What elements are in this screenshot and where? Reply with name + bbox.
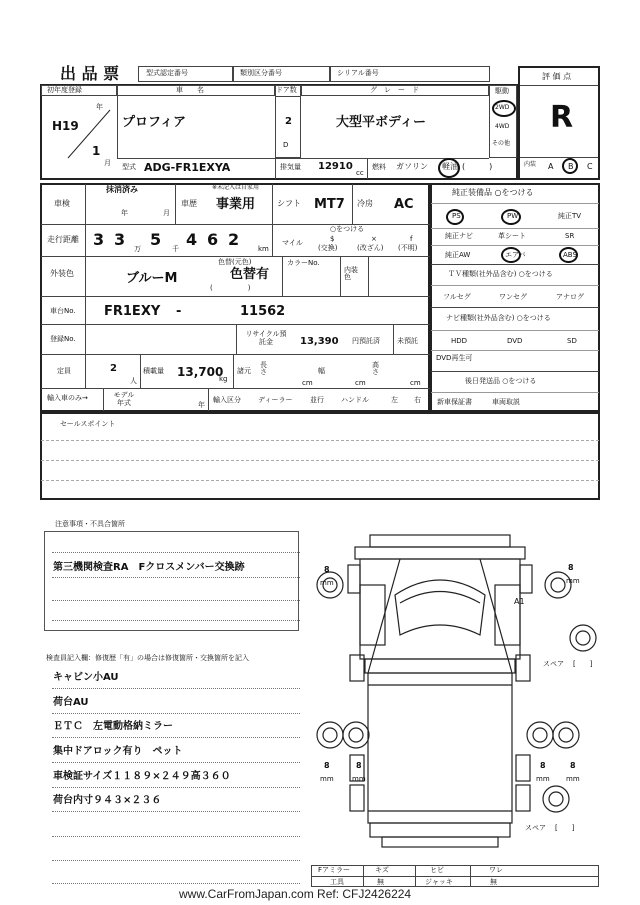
import-dealer: ディーラー xyxy=(258,396,293,404)
fuel-paren: ( ) xyxy=(462,162,493,171)
grade-value: 大型平ボディー xyxy=(336,115,426,130)
cc-unit: cc xyxy=(356,169,364,177)
tire-rear-left-1: 8 xyxy=(324,761,330,770)
spare-2-bracket: [ ] xyxy=(555,824,575,832)
inspector-item-3: ＥＴＣ 左電動格納ミラー xyxy=(53,721,173,732)
tire-rear-right-2: 8 xyxy=(570,761,576,770)
import-label: 輸入車のみ→ xyxy=(47,394,88,402)
ac-value: AC xyxy=(394,197,414,212)
mileage-tampered: (改ざん) xyxy=(357,244,384,252)
vehicle-manual: 車両取説 xyxy=(492,398,520,406)
handle-label: ハンドル xyxy=(341,396,369,404)
mileage-man: 万 xyxy=(134,245,141,253)
navi-type-title: ナビ種類(社外品含む) ○をつける xyxy=(446,314,551,322)
equip-aw: 純正AW xyxy=(445,251,471,259)
mileage-circle-note: ○をつける xyxy=(330,225,365,233)
inspection-label: 車検 xyxy=(54,199,70,208)
mileage-exchange: (交換) xyxy=(318,244,338,252)
sales-point-label: セールスポイント xyxy=(60,420,116,428)
inspection-value: 抹消済み xyxy=(106,185,138,194)
spare-2-label: スペア xyxy=(525,824,546,832)
length-label: 長さ xyxy=(260,361,267,376)
sales-point-box xyxy=(40,412,600,500)
import-category-label: 輸入区分 xyxy=(213,396,241,404)
aftermarket-title: 後日発送品 ○をつける xyxy=(465,377,537,385)
tire-rear-left-2-mm: mm xyxy=(352,775,366,783)
interior-b-circle xyxy=(562,158,578,174)
fuel-light-oil-circle xyxy=(438,158,460,178)
load-value: 13,700 xyxy=(177,365,224,379)
first-reg-year-unit: 年 xyxy=(96,103,103,111)
inspector-item-5: 車検証サイズ１１８９×２４９高３６０ xyxy=(53,771,231,782)
mileage-sym-1: $ xyxy=(330,235,335,243)
notes-line-1: 第三機関検査RA Fクロスメンバー交換跡 xyxy=(53,562,245,573)
history-label: 車歴 xyxy=(181,199,197,208)
history-note: ※未記入は自家用 xyxy=(212,184,260,191)
equip-airbag-circle xyxy=(501,247,521,263)
mileage-digit-4: 4 xyxy=(186,230,198,249)
form-title: 出 品 票 xyxy=(60,64,120,83)
tire-front-right: 8 xyxy=(568,563,574,572)
first-reg-month-unit: 月 xyxy=(104,159,111,167)
height-unit: cm xyxy=(410,379,421,387)
equip-navi: 純正ナビ xyxy=(445,232,473,240)
drive-4wd: 4WD xyxy=(495,123,510,130)
navi-dvd: DVD xyxy=(507,337,523,345)
mileage-digit-6: 2 xyxy=(228,230,240,249)
mileage-digit-5: 6 xyxy=(207,230,219,249)
warranty-book: 新車保証書 xyxy=(437,398,472,406)
inspector-item-1: キャビン小AU xyxy=(53,672,119,683)
equip-abs: ABS xyxy=(563,251,577,259)
legend-dent: Fアミラー xyxy=(318,866,351,874)
legend-tool-value: 無 xyxy=(377,878,384,886)
grade-label: グ レ ー ド xyxy=(370,86,419,94)
legend-jack-value: 無 xyxy=(490,878,497,886)
load-unit: kg xyxy=(219,375,228,383)
legend-break: ワレ xyxy=(489,866,503,874)
dims-label: 諸元 xyxy=(237,367,251,375)
fuel-light-oil: 軽油 xyxy=(442,162,458,171)
tire-rear-right-1-mm: mm xyxy=(536,775,550,783)
tv-oneseg: ワンセグ xyxy=(499,293,527,301)
tv-analog: アナログ xyxy=(556,293,584,301)
tire-front-left-mm: mm xyxy=(320,579,334,587)
mileage-digit-3: 5 xyxy=(150,230,162,249)
color-label: 外装色 xyxy=(50,269,74,278)
handle-right: 右 xyxy=(414,396,421,404)
evaluation-box xyxy=(518,66,600,180)
type-class-cell xyxy=(233,66,330,82)
width-unit: cm xyxy=(355,379,366,387)
color-change-paren: ( ) xyxy=(210,284,251,292)
mileage-sym-3: f xyxy=(410,235,413,243)
equip-title: 純正装備品 ○をつける xyxy=(452,188,534,197)
first-reg-label: 初年度登録 xyxy=(47,86,82,94)
seats-value: 2 xyxy=(110,363,117,374)
mileage-mile: マイル xyxy=(282,239,303,247)
name-label: 車 名 xyxy=(176,86,204,94)
model-year-unit: 年 xyxy=(198,401,205,409)
drive-2wd: 2WD xyxy=(495,104,510,111)
model-label: 型式 xyxy=(122,163,136,171)
notes-title: 注意事項・不具合箇所 xyxy=(55,520,125,528)
inspector-item-6: 荷台内寸９４３×２３６ xyxy=(53,795,162,806)
inspector-title: 検査員記入欄：修復歴「有」の場合は修復箇所・交換箇所を記入 xyxy=(46,654,249,662)
mileage-digit-2: 3 xyxy=(114,230,126,249)
equip-pw-circle xyxy=(501,209,521,225)
mileage-km: km xyxy=(258,245,269,253)
interior-b: B xyxy=(568,162,574,171)
chassis-label: 車台No. xyxy=(50,307,76,315)
color-change-value: 色替有 xyxy=(230,267,270,282)
mileage-label: 走行距離 xyxy=(47,235,79,244)
drive-label: 駆動 xyxy=(495,87,509,95)
model-year-label: モデル年式 xyxy=(113,391,135,408)
fuel-gasoline: ガソリン xyxy=(396,162,428,171)
tire-rear-left-1-mm: mm xyxy=(320,775,334,783)
registration-label: 登録No. xyxy=(50,335,76,343)
seats-label: 定員 xyxy=(57,367,71,375)
doors-label: ドア数 xyxy=(276,86,297,94)
cc-label: 排気量 xyxy=(280,163,301,171)
width-label: 幅 xyxy=(318,367,325,375)
tv-type-title: ＴＶ種類(社外品含む) ○をつける xyxy=(448,270,553,278)
model-cert-label: 型式認定番号 xyxy=(146,69,188,77)
color-no-label: カラーNo. xyxy=(287,259,320,267)
footer-watermark: www.CarFromJapan.com Ref: CFJ2426224 xyxy=(179,887,412,901)
equip-ps: PS xyxy=(452,212,461,220)
length-unit: cm xyxy=(302,379,313,387)
doors-value: 2 xyxy=(285,116,292,127)
inspector-item-4: 集中ドアロック有り ペット xyxy=(53,746,183,757)
history-value: 事業用 xyxy=(216,197,256,212)
damage-a1: A1 xyxy=(514,597,525,606)
tire-rear-right-2-mm: mm xyxy=(566,775,580,783)
shift-label: シフト xyxy=(277,199,301,208)
cc-value: 12910 xyxy=(318,161,353,172)
inspection-month-unit: 月 xyxy=(163,209,170,217)
load-label: 積載量 xyxy=(143,367,164,375)
evaluation-score: R xyxy=(550,100,574,135)
tv-fullseg: フルセグ xyxy=(443,293,471,301)
ac-label: 冷房 xyxy=(357,199,373,208)
truck-diagram xyxy=(300,525,600,870)
mileage-unknown: (不明) xyxy=(398,244,418,252)
evaluation-label: 評 価 点 xyxy=(542,72,572,81)
model-value: ADG-FR1EXYA xyxy=(144,161,231,174)
legend-scratch: キズ xyxy=(375,866,389,874)
mileage-sen: 千 xyxy=(172,245,179,253)
import-parallel: 並行 xyxy=(310,396,324,404)
equip-abs-circle xyxy=(559,247,578,263)
doors-suffix: D xyxy=(283,141,289,149)
tire-rear-left-2: 8 xyxy=(356,761,362,770)
color-value: ブルーM xyxy=(126,271,178,286)
recycle-done: 円預託済 xyxy=(352,337,380,345)
recycle-not: 未預託 xyxy=(397,337,418,345)
inspection-year-unit: 年 xyxy=(121,209,128,217)
equip-tv: 純正TV xyxy=(558,212,582,220)
vehicle-name: プロフィア xyxy=(122,115,186,130)
date-divider xyxy=(64,108,112,160)
interior-color-label: 内装色 xyxy=(344,266,358,281)
detail-table xyxy=(40,183,430,412)
handle-left: 左 xyxy=(391,396,398,404)
chassis-prefix: FR1EXY xyxy=(104,304,161,319)
equip-sr: SR xyxy=(565,232,575,240)
equip-ps-circle xyxy=(446,209,464,225)
navi-hdd: HDD xyxy=(451,337,468,345)
tire-front-right-mm: mm xyxy=(566,577,580,585)
legend-tool: 工具 xyxy=(330,878,344,886)
fuel-label: 燃料 xyxy=(372,163,386,171)
equip-airbag: エアバ xyxy=(505,251,526,259)
serial-cell xyxy=(330,66,490,82)
recycle-label: リサイクル預託金 xyxy=(245,330,287,347)
mileage-digit-1: 3 xyxy=(93,230,105,249)
type-class-label: 類別区分番号 xyxy=(240,69,282,77)
seats-unit: 人 xyxy=(130,377,137,385)
model-cert-cell xyxy=(138,66,233,82)
tire-rear-right-1: 8 xyxy=(540,761,546,770)
shift-value: MT7 xyxy=(314,197,345,212)
legend-crack: ヒビ xyxy=(430,866,444,874)
spare-1-bracket: [ ] xyxy=(573,660,593,668)
recycle-value: 13,390 xyxy=(300,336,339,347)
drive-2wd-circle xyxy=(492,100,516,117)
equip-pw: PW xyxy=(507,212,519,220)
notes-box xyxy=(44,531,299,631)
first-reg-month: 1 xyxy=(92,144,101,158)
serial-label: シリアル番号 xyxy=(337,69,379,77)
drive-other: その他 xyxy=(492,140,511,147)
height-label: 高さ xyxy=(372,361,379,376)
navi-sd: SD xyxy=(567,337,577,345)
interior-a: A xyxy=(548,162,554,171)
legend-jack: ジャッキ xyxy=(425,878,453,886)
tire-front-left: 8 xyxy=(324,565,330,574)
first-reg-year: H19 xyxy=(52,119,79,133)
equip-leather: 革シート xyxy=(498,232,526,240)
mileage-sym-2: × xyxy=(371,235,377,243)
inspector-item-2: 荷台AU xyxy=(53,697,89,708)
spare-1-label: スペア xyxy=(543,660,564,668)
navi-dvd-play: DVD再生可 xyxy=(436,354,473,362)
interior-label: 内装 xyxy=(524,161,537,168)
chassis-number: 11562 xyxy=(240,304,286,319)
color-change-label: 色替(元色) xyxy=(218,258,252,266)
interior-c: C xyxy=(587,162,593,171)
chassis-dash: - xyxy=(176,304,182,319)
